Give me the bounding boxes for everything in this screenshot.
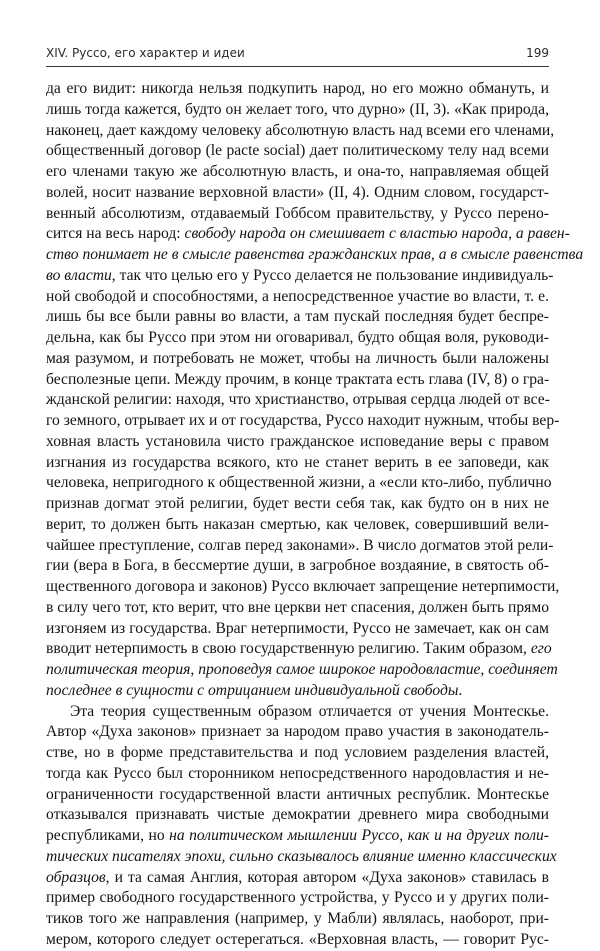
text-line <box>46 328 549 349</box>
text-run: ховная власть установила чисто гражданское исповедание веры с правом <box>46 432 549 450</box>
text-line <box>46 307 549 328</box>
page-number: 199 <box>526 46 549 60</box>
italic-text-run: образцов <box>46 868 106 886</box>
text-run: сится на весь народ: <box>46 225 185 243</box>
text-run: признав догмат этой религии, будет вести себя так, как будто он в них не <box>46 495 549 512</box>
text-line <box>46 556 549 577</box>
text-line <box>46 121 555 142</box>
italic-text-run: тических писателях эпохи, сильно сказывалось влияние именно классических <box>46 847 557 865</box>
text-line <box>46 619 549 640</box>
text-run: ной свободой и способностями, а непосредственное участие во власти, т. е. <box>46 287 549 305</box>
italic-text-run: на политическом мышлении Руссо, как и на других поли- <box>169 827 549 844</box>
text-run: , так что целью его у Руссо делается не пользование индивидуаль- <box>111 266 554 284</box>
text-line <box>46 370 549 391</box>
text-run: стве, но в форме представительства и под условием разделения властей, <box>46 744 549 761</box>
text-run: , и та самая Англия, которая автором «Духа законов» ставилась в <box>105 868 549 886</box>
text-line <box>46 141 549 162</box>
text-run: чайшее преступление, солгав перед законами». В число догматов этой рели- <box>46 536 554 554</box>
italic-text-run: его <box>530 640 552 658</box>
text-line <box>46 660 558 681</box>
text-run: дельна, как бы Руссо при этом ни оговаривал, будто общая воля, руководи- <box>46 329 549 346</box>
text-line <box>46 515 549 536</box>
chapter-title: XIV. Руссо, его характер и идеи <box>46 46 245 60</box>
text-run: изгоняем из государства. Враг нетерпимости, Руссо не замечает, как он сам <box>46 619 549 637</box>
text-run: наконец, дает каждому человеку абсолютную власть над всеми его членами, <box>46 121 555 139</box>
text-line <box>46 204 549 225</box>
text-line <box>46 245 584 266</box>
text-run: мая разумом, и потребовать не может, чтобы на личность были наложены <box>46 349 549 367</box>
text-run: пример свободного государственного устройства, у Руссо и у других поли- <box>46 889 549 907</box>
text-line <box>46 183 549 204</box>
text-line <box>46 349 549 370</box>
text-run: лишь бы все были равны во власти, а там пускай последняя будет беспре- <box>46 308 549 326</box>
text-line <box>46 930 549 951</box>
text-run: мером, которого следует остерегаться. «Верховная власть, — говорит Рус- <box>46 930 549 948</box>
text-line <box>46 266 554 287</box>
text-line <box>46 453 549 474</box>
text-run: гии (вера в Бога, в бессмертие души, в загробное воздаяние, в святость об- <box>46 557 549 575</box>
italic-text-run: во власти <box>46 266 112 284</box>
text-run: верит, то должен быть наказан смертью, как человек, совершивший вели- <box>46 515 549 533</box>
text-line <box>46 473 552 494</box>
text-run: отказывался признавать чистые демократии древнего мира свободными <box>46 806 549 824</box>
text-line <box>46 577 560 598</box>
text-line <box>46 805 549 826</box>
italic-text-run: последнее в сущности с отрицанием индивидуальной свободы <box>46 681 459 699</box>
text-run: . <box>458 681 463 699</box>
text-run: го земного, отрывает их и от государства, Руссо находит нужным, чтобы вер- <box>46 412 560 429</box>
text-line <box>46 287 549 308</box>
text-line <box>46 162 549 183</box>
text-run: изгнания из государства всякого, кто не станет верить в ее заповеди, как <box>46 453 549 471</box>
text-run: лишь тогда кажется, будто он желает того, что дурно» (II, 3). «Как природа, <box>46 100 549 118</box>
text-line <box>46 432 549 453</box>
italic-text-run: свободу народа он смешивает с властью народа, а равен- <box>184 225 570 243</box>
text-line <box>46 100 549 121</box>
text-run: венный абсолютизм, отдаваемый Гоббсом правительству, у Руссо перено- <box>46 204 549 222</box>
body-text <box>46 79 584 951</box>
text-line <box>46 847 557 868</box>
italic-text-run: ство понимает не в смысле равенства гражданских прав, а в смысле равенства <box>46 246 584 263</box>
text-run: да его видит: никогда нельзя подкупить народ, но его можно обмануть, и <box>46 80 549 97</box>
text-line <box>46 598 549 619</box>
text-run: в силу чего тот, кто верит, что вне церкви нет спасения, должен быть прямо <box>46 598 549 616</box>
text-line <box>46 536 554 557</box>
text-line <box>46 722 549 743</box>
text-run: Эта теория существенным образом отличается от учения Монтескье. <box>70 702 549 720</box>
text-line <box>46 702 549 723</box>
text-run: человека, непригодного к общественной жизни, а «если кто-либо, публично <box>46 474 552 492</box>
text-line <box>46 639 552 660</box>
header-rule <box>46 66 549 67</box>
text-run: ограниченности государственной власти античных республик. Монтескье <box>46 785 549 803</box>
text-run: республиками, но <box>46 827 170 844</box>
text-run: щественного договора и законов) Руссо включает запрещение нетерпимости, <box>46 578 560 595</box>
italic-text-run: политическая теория, проповедуя самое широкое народовластие, соединяет <box>46 661 558 678</box>
running-head <box>46 46 549 62</box>
text-line <box>46 494 549 515</box>
text-line <box>46 224 570 245</box>
text-line <box>46 390 549 411</box>
text-run: общественный договор (le pacte social) дает политическому телу над всеми <box>46 142 549 160</box>
text-run: бесполезные цепи. Между прочим, в конце трактата есть глава (IV, 8) о гра- <box>46 370 550 388</box>
text-line <box>46 888 549 909</box>
text-run: Автор «Духа законов» признает за народом право участия в законодатель- <box>46 723 549 741</box>
text-line <box>46 764 549 785</box>
text-line <box>46 826 549 847</box>
text-line <box>46 79 549 100</box>
text-run: волей, носит название верховной власти» (II, 4). Одним словом, государст- <box>46 183 549 201</box>
text-run: тиков того же направления (например, у Мабли) являлась, наоборот, при- <box>46 910 549 927</box>
text-run: жданской религии: находя, что христианство, отрывая сердца людей от все- <box>46 391 550 409</box>
text-line <box>46 681 549 702</box>
text-run: тогда как Руссо был сторонником непосредственного народовластия и не- <box>46 764 549 782</box>
text-line <box>46 909 549 930</box>
text-line <box>46 785 549 806</box>
text-line <box>46 411 560 432</box>
text-line <box>46 868 549 889</box>
text-run: его членами такую же абсолютную власть, и она-то, направляемая общей <box>46 163 549 180</box>
text-line <box>46 743 549 764</box>
text-run: вводит нетерпимость в свою государственную религию. Таким образом, <box>46 640 531 658</box>
